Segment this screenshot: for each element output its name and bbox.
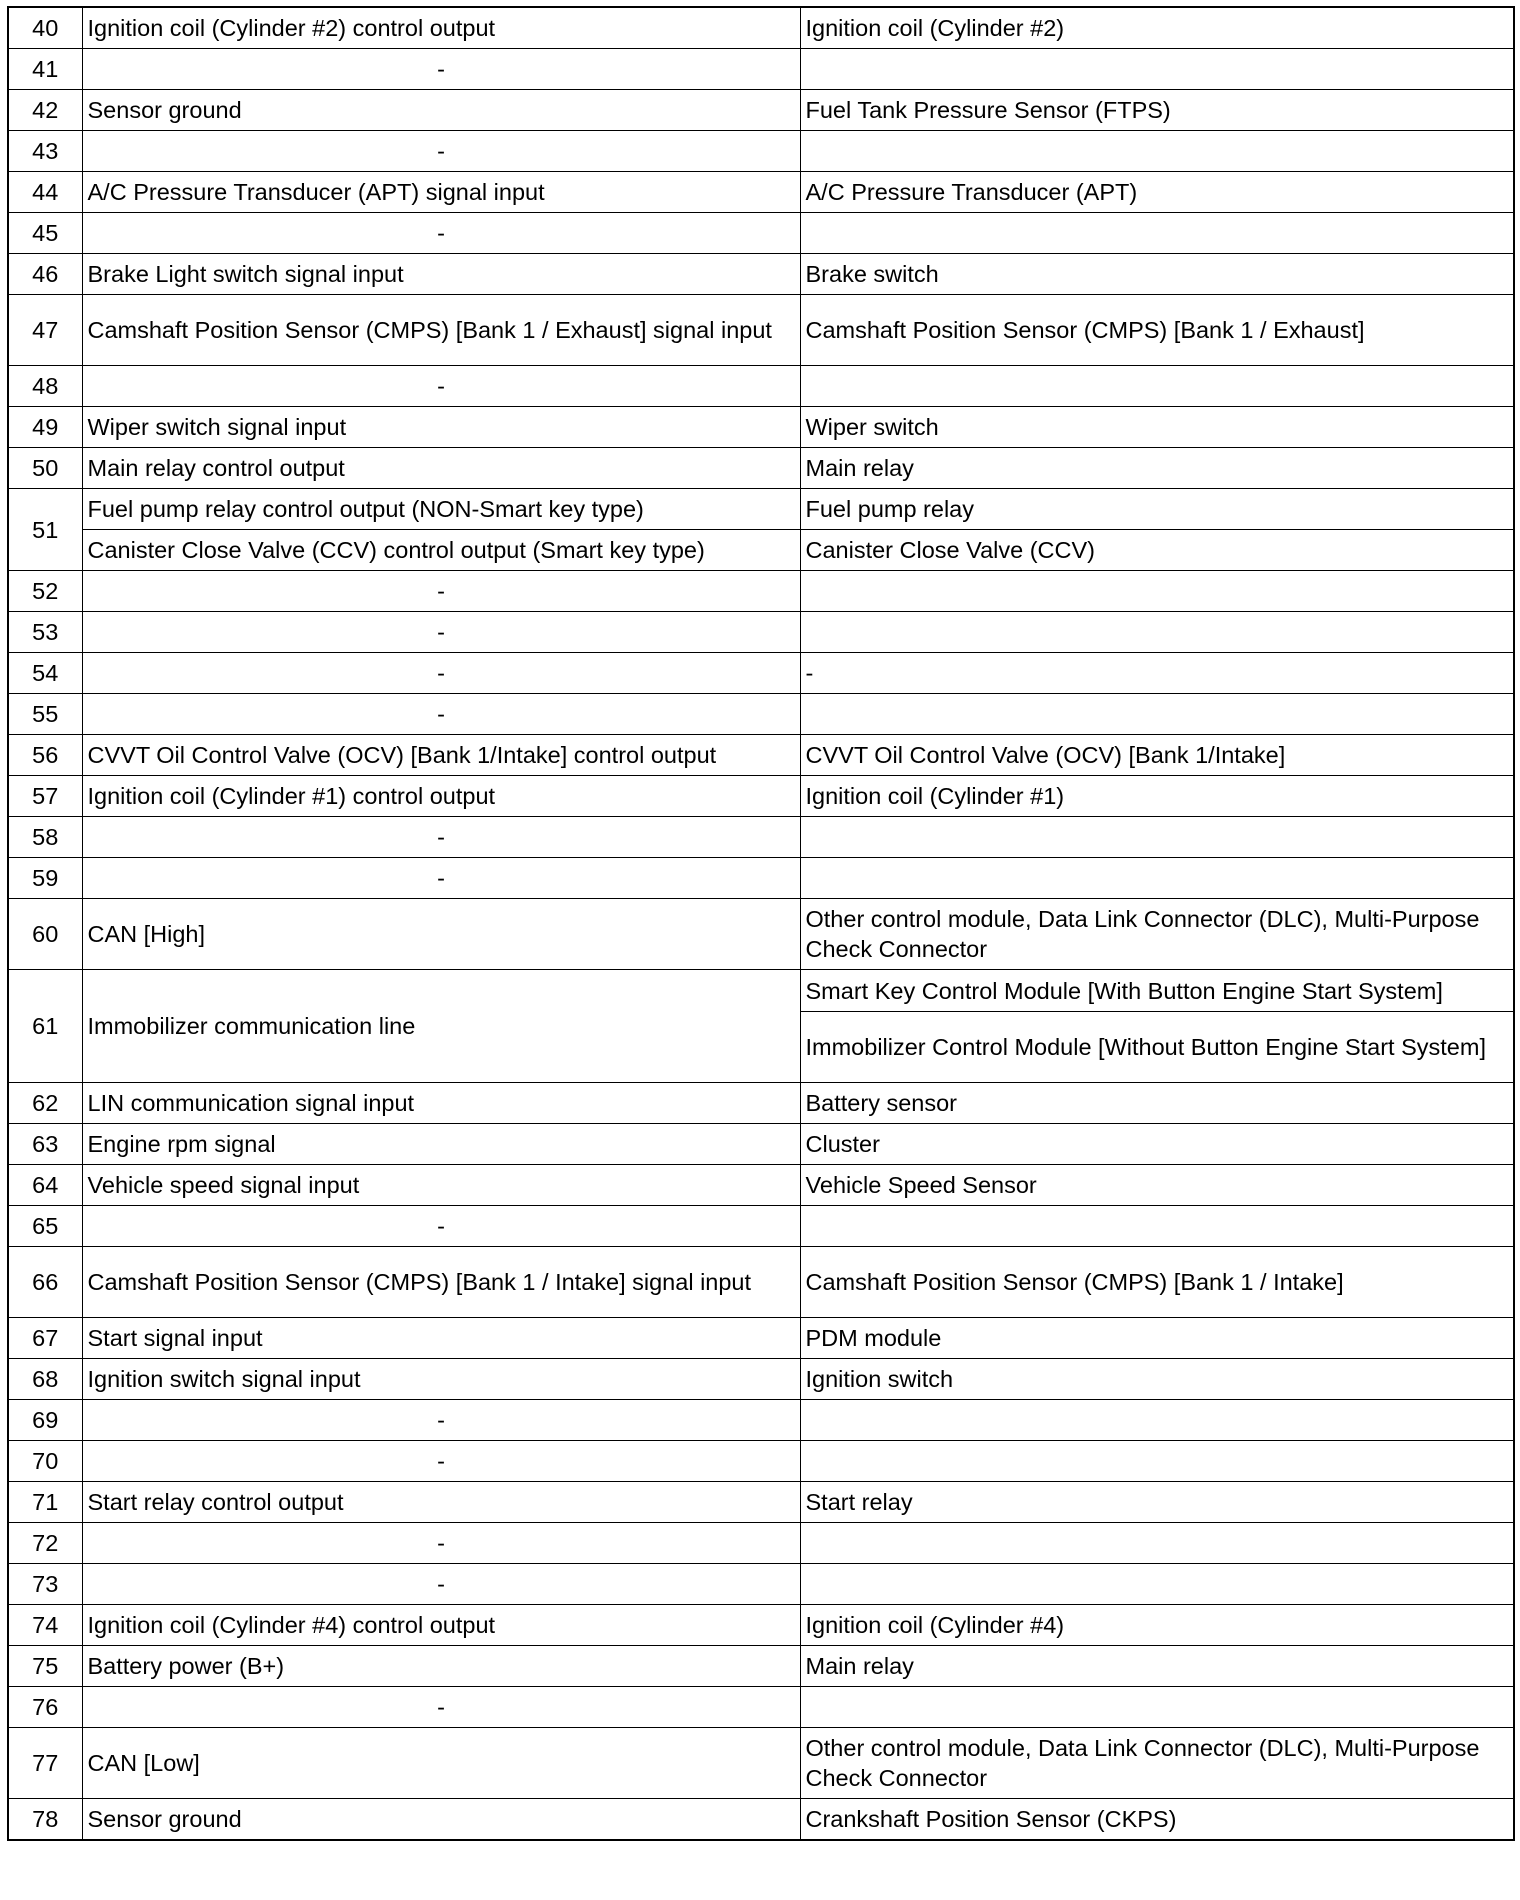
table-row [8, 407, 1514, 448]
pin-number: 47 [8, 295, 82, 366]
description-cell: - [82, 1206, 800, 1247]
connected-to-cell: Crankshaft Position Sensor (CKPS) [800, 1799, 1514, 1841]
description-cell: CAN [Low] [82, 1728, 800, 1799]
table-row [8, 1400, 1514, 1441]
description-cell: Camshaft Position Sensor (CMPS) [Bank 1 / Intake] signal input [82, 1247, 800, 1318]
connected-to-cell: Camshaft Position Sensor (CMPS) [Bank 1 / Intake] [800, 1247, 1514, 1318]
pin-number: 66 [8, 1247, 82, 1318]
description-cell: - [82, 817, 800, 858]
pin-number: 41 [8, 49, 82, 90]
pin-number: 53 [8, 612, 82, 653]
table-row [8, 254, 1514, 295]
table-row [8, 90, 1514, 131]
table-row [8, 172, 1514, 213]
pin-number: 68 [8, 1359, 82, 1400]
description-cell: - [82, 612, 800, 653]
description-cell: - [82, 213, 800, 254]
connected-to-cell: Battery sensor [800, 1083, 1514, 1124]
pin-number: 65 [8, 1206, 82, 1247]
connected-to-cell: - [800, 653, 1514, 694]
connected-to-cell: Start relay [800, 1482, 1514, 1523]
description-cell: CAN [High] [82, 899, 800, 970]
description-cell: Camshaft Position Sensor (CMPS) [Bank 1 / Exhaust] signal input [82, 295, 800, 366]
connected-to-cell: Fuel Tank Pressure Sensor (FTPS) [800, 90, 1514, 131]
pin-number: 56 [8, 735, 82, 776]
connected-to-cell [800, 612, 1514, 653]
table-row [8, 1646, 1514, 1687]
description-cell: - [82, 366, 800, 407]
description-cell: Ignition switch signal input [82, 1359, 800, 1400]
pin-number: 76 [8, 1687, 82, 1728]
description-cell: LIN communication signal input [82, 1083, 800, 1124]
pin-number: 64 [8, 1165, 82, 1206]
description-cell: Sensor ground [82, 90, 800, 131]
description-cell: Vehicle speed signal input [82, 1165, 800, 1206]
table-row [8, 1564, 1514, 1605]
connected-to-cell [800, 817, 1514, 858]
table-row [8, 1799, 1514, 1841]
table-row [8, 1083, 1514, 1124]
pin-number: 54 [8, 653, 82, 694]
description-cell: Ignition coil (Cylinder #2) control output [82, 7, 800, 49]
connected-to-cell [800, 1400, 1514, 1441]
connected-to-cell [800, 131, 1514, 172]
connected-to-cell: Ignition coil (Cylinder #4) [800, 1605, 1514, 1646]
description-cell: Canister Close Valve (CCV) control output (Smart key type) [82, 530, 800, 571]
connected-to-cell: Camshaft Position Sensor (CMPS) [Bank 1 / Exhaust] [800, 295, 1514, 366]
description-cell: Start relay control output [82, 1482, 800, 1523]
connected-to-cell: Fuel pump relay [800, 489, 1514, 530]
description-cell: - [82, 1523, 800, 1564]
table-row [8, 571, 1514, 612]
table-row [8, 1359, 1514, 1400]
connected-to-cell [800, 1564, 1514, 1605]
pin-number: 48 [8, 366, 82, 407]
pin-function-table [7, 6, 1515, 1841]
pin-number: 71 [8, 1482, 82, 1523]
table-row [8, 489, 1514, 530]
pin-number: 62 [8, 1083, 82, 1124]
description-cell: Ignition coil (Cylinder #1) control output [82, 776, 800, 817]
table-row [8, 131, 1514, 172]
table-row [8, 1165, 1514, 1206]
description-cell: Start signal input [82, 1318, 800, 1359]
pin-number: 74 [8, 1605, 82, 1646]
connected-to-cell [800, 571, 1514, 612]
table-row [8, 1728, 1514, 1799]
pin-number: 75 [8, 1646, 82, 1687]
pin-number: 43 [8, 131, 82, 172]
pin-number: 52 [8, 571, 82, 612]
connected-to-cell: Cluster [800, 1124, 1514, 1165]
description-cell: Ignition coil (Cylinder #4) control output [82, 1605, 800, 1646]
pin-number: 57 [8, 776, 82, 817]
connected-to-cell: Canister Close Valve (CCV) [800, 530, 1514, 571]
connected-to-cell: Ignition switch [800, 1359, 1514, 1400]
pin-number: 55 [8, 694, 82, 735]
pin-number: 45 [8, 213, 82, 254]
description-cell: - [82, 1400, 800, 1441]
connected-to-cell: CVVT Oil Control Valve (OCV) [Bank 1/Intake] [800, 735, 1514, 776]
table-row [8, 1687, 1514, 1728]
pin-number: 60 [8, 899, 82, 970]
description-cell: Brake Light switch signal input [82, 254, 800, 295]
description-cell: A/C Pressure Transducer (APT) signal input [82, 172, 800, 213]
table-row [8, 653, 1514, 694]
table-row [8, 1523, 1514, 1564]
connected-to-cell: Main relay [800, 448, 1514, 489]
connected-to-cell: A/C Pressure Transducer (APT) [800, 172, 1514, 213]
pin-number: 61 [8, 970, 82, 1083]
pin-number: 50 [8, 448, 82, 489]
table-row [8, 366, 1514, 407]
connected-to-cell [800, 366, 1514, 407]
connected-to-cell: Smart Key Control Module [With Button Engine Start System] [800, 970, 1514, 1012]
table-row [8, 1247, 1514, 1318]
description-cell: Battery power (B+) [82, 1646, 800, 1687]
description-cell: - [82, 131, 800, 172]
description-cell: Engine rpm signal [82, 1124, 800, 1165]
table-row [8, 1441, 1514, 1482]
table-row [8, 612, 1514, 653]
pin-number: 73 [8, 1564, 82, 1605]
connected-to-cell [800, 1206, 1514, 1247]
pin-number: 69 [8, 1400, 82, 1441]
connected-to-cell [800, 858, 1514, 899]
table-row [8, 735, 1514, 776]
pin-number: 72 [8, 1523, 82, 1564]
table-row [8, 1318, 1514, 1359]
pin-number: 44 [8, 172, 82, 213]
pin-number: 51 [8, 489, 82, 571]
connected-to-cell [800, 1523, 1514, 1564]
connected-to-cell [800, 213, 1514, 254]
connected-to-cell: Other control module, Data Link Connector (DLC), Multi-Purpose Check Connector [800, 1728, 1514, 1799]
description-cell: Sensor ground [82, 1799, 800, 1841]
pin-number: 46 [8, 254, 82, 295]
pin-number: 70 [8, 1441, 82, 1482]
connected-to-cell: Main relay [800, 1646, 1514, 1687]
description-cell: Wiper switch signal input [82, 407, 800, 448]
description-cell: - [82, 653, 800, 694]
table-row [8, 7, 1514, 49]
table-row [8, 1605, 1514, 1646]
description-cell: - [82, 1564, 800, 1605]
description-cell: - [82, 571, 800, 612]
connected-to-cell [800, 49, 1514, 90]
pin-number: 78 [8, 1799, 82, 1841]
table-row [8, 776, 1514, 817]
table-row [8, 858, 1514, 899]
connected-to-cell [800, 694, 1514, 735]
table-row [8, 970, 1514, 1012]
pin-number: 42 [8, 90, 82, 131]
table-row [8, 448, 1514, 489]
connected-to-cell: PDM module [800, 1318, 1514, 1359]
connected-to-cell: Ignition coil (Cylinder #2) [800, 7, 1514, 49]
pin-number: 77 [8, 1728, 82, 1799]
description-cell: Fuel pump relay control output (NON-Smart key type) [82, 489, 800, 530]
description-cell: - [82, 858, 800, 899]
connected-to-cell [800, 1687, 1514, 1728]
pin-number: 67 [8, 1318, 82, 1359]
description-cell: - [82, 49, 800, 90]
table-row [8, 694, 1514, 735]
table-row [8, 213, 1514, 254]
description-cell: - [82, 1687, 800, 1728]
description-cell: - [82, 1441, 800, 1482]
pin-number: 58 [8, 817, 82, 858]
connected-to-cell: Ignition coil (Cylinder #1) [800, 776, 1514, 817]
table-row [8, 1124, 1514, 1165]
connected-to-cell: Wiper switch [800, 407, 1514, 448]
connected-to-cell: Immobilizer Control Module [Without Button Engine Start System] [800, 1012, 1514, 1083]
table-row [8, 49, 1514, 90]
description-cell: CVVT Oil Control Valve (OCV) [Bank 1/Intake] control output [82, 735, 800, 776]
table-row [8, 1482, 1514, 1523]
description-cell: Immobilizer communication line [82, 970, 800, 1083]
connected-to-cell: Brake switch [800, 254, 1514, 295]
pin-number: 40 [8, 7, 82, 49]
table-row [8, 817, 1514, 858]
table-row [8, 530, 1514, 571]
table-row [8, 899, 1514, 970]
connected-to-cell: Vehicle Speed Sensor [800, 1165, 1514, 1206]
table-row [8, 295, 1514, 366]
pin-number: 63 [8, 1124, 82, 1165]
pin-number: 49 [8, 407, 82, 448]
connected-to-cell [800, 1441, 1514, 1482]
connected-to-cell: Other control module, Data Link Connector (DLC), Multi-Purpose Check Connector [800, 899, 1514, 970]
table-row [8, 1206, 1514, 1247]
pin-number: 59 [8, 858, 82, 899]
description-cell: - [82, 694, 800, 735]
description-cell: Main relay control output [82, 448, 800, 489]
